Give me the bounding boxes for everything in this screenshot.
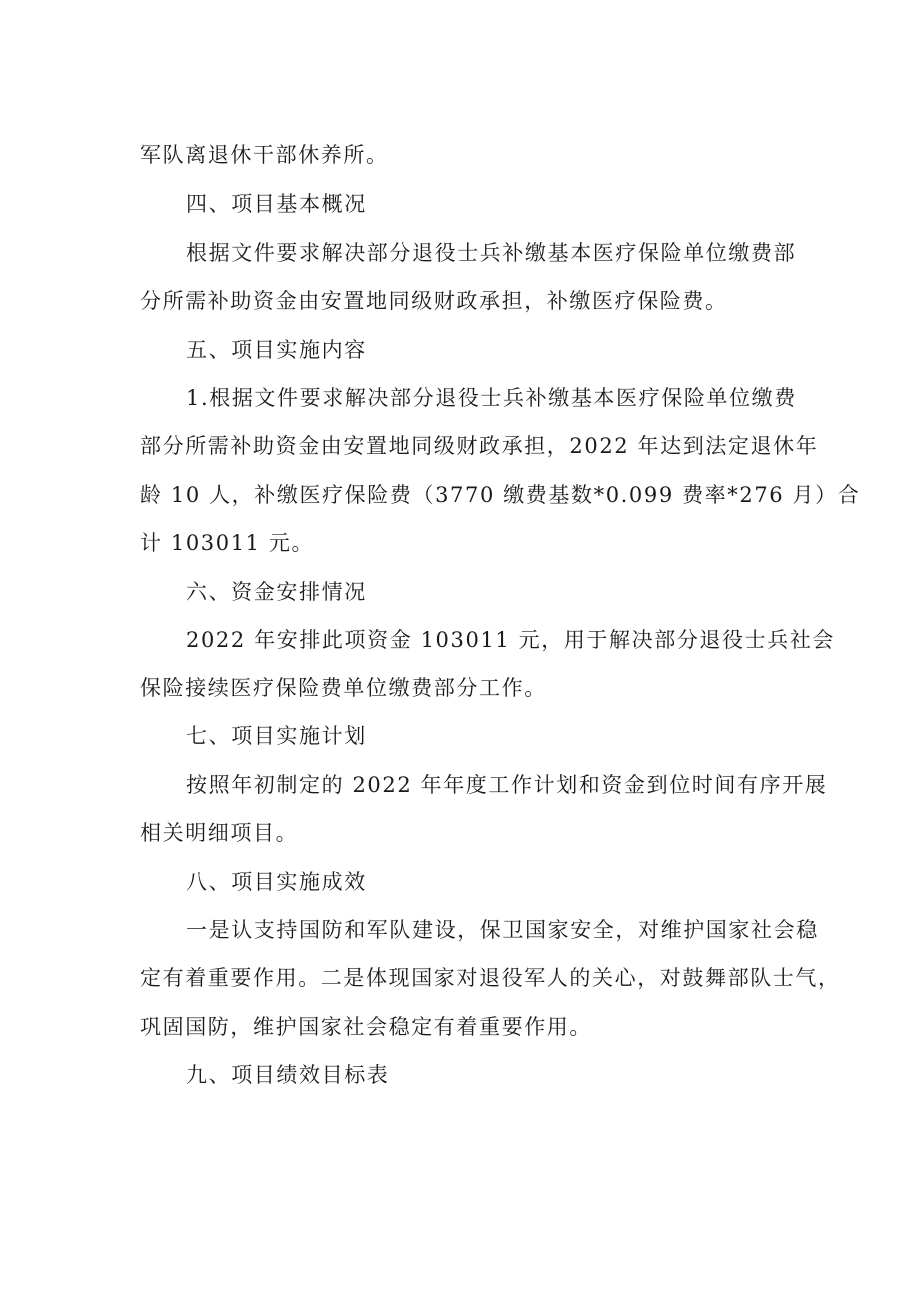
section-heading: 六、资金安排情况 (186, 580, 367, 604)
paragraph-line: 1.根据文件要求解决部分退役士兵补缴基本医疗保险单位缴费 (186, 386, 797, 410)
section-heading: 七、项目实施计划 (186, 724, 367, 748)
paragraph-line: 根据文件要求解决部分退役士兵补缴基本医疗保险单位缴费部 (186, 241, 797, 265)
paragraph-line: 按照年初制定的 2022 年年度工作计划和资金到位时间有序开展 (186, 773, 828, 797)
paragraph-line: 相关明细项目。 (140, 821, 299, 845)
paragraph-line: 一是认支持国防和军队建设，保卫国家安全，对维护国家社会稳 (186, 918, 819, 942)
paragraph-line: 计 103011 元。 (140, 531, 315, 555)
section-heading: 五、项目实施内容 (186, 338, 367, 362)
paragraph-line: 定有着重要作用。二是体现国家对退役军人的关心，对鼓舞部队士气， (140, 966, 841, 990)
section-heading: 四、项目基本概况 (186, 192, 367, 216)
paragraph-line: 部分所需补助资金由安置地同级财政承担，2022 年达到法定退休年 (140, 434, 819, 458)
section-heading: 九、项目绩效目标表 (186, 1063, 390, 1087)
paragraph-line: 保险接续医疗保险费单位缴费部分工作。 (140, 676, 547, 700)
paragraph-line: 分所需补助资金由安置地同级财政承担，补缴医疗保险费。 (140, 289, 728, 313)
section-heading: 八、项目实施成效 (186, 870, 367, 894)
paragraph-line: 2022 年安排此项资金 103011 元，用于解决部分退役士兵社会 (186, 628, 836, 652)
paragraph-line: 军队离退休干部休养所。 (140, 143, 389, 167)
paragraph-line: 巩固国防，维护国家社会稳定有着重要作用。 (140, 1015, 592, 1039)
paragraph-line: 龄 10 人，补缴医疗保险费（3770 缴费基数*0.099 费率*276 月）合 (140, 483, 861, 507)
